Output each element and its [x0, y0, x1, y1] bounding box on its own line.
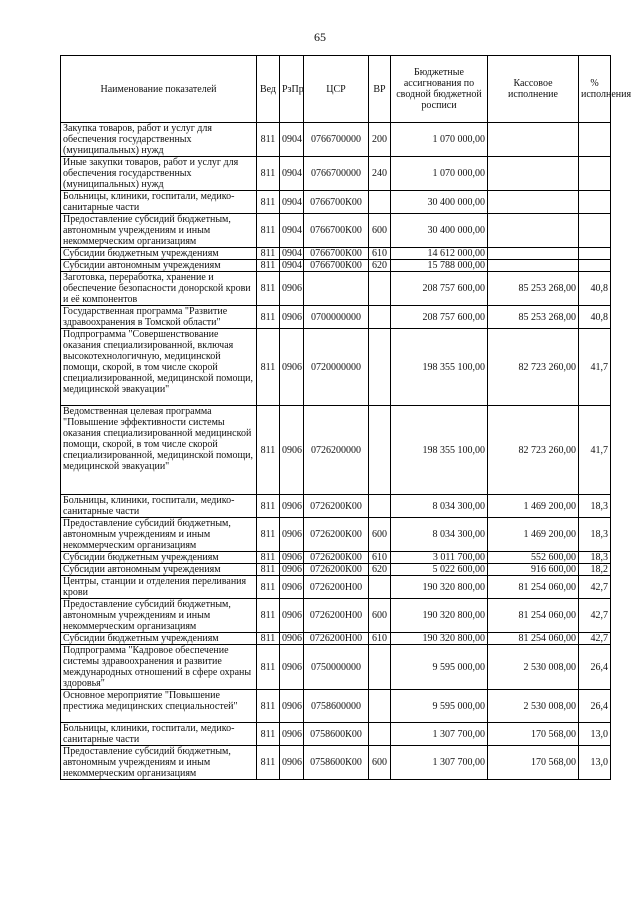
- cell-name: Основное мероприятие "Повышение престижа медицинских специальностей": [61, 690, 257, 723]
- cell-name: Иные закупки товаров, работ и услуг для обеспечения государственных (муниципальных) нужд: [61, 157, 257, 191]
- cell-vr: 620: [369, 260, 391, 272]
- cell-vr: 600: [369, 214, 391, 248]
- cell-cash: 2 530 008,00: [488, 690, 579, 723]
- cell-name: Подпрограмма "Совершенствование оказания специализированной, включая высокотехнологичную, медицинской помощи, скорой, в том числе скорой специализированной, медицинской помощи, медицинской эвакуации": [61, 329, 257, 406]
- cell-csr: 0720000000: [304, 329, 369, 406]
- cell-name: Предоставление субсидий бюджетным, автономным учреждениям и иным некоммерческим организациям: [61, 746, 257, 780]
- cell-name: Больницы, клиники, госпитали, медико-санитарные части: [61, 495, 257, 518]
- cell-rzpr: 0906: [280, 329, 304, 406]
- cell-rzpr: 0906: [280, 599, 304, 633]
- table-row: [61, 306, 611, 329]
- cell-rzpr: 0906: [280, 306, 304, 329]
- cell-rzpr: 0904: [280, 191, 304, 214]
- cell-vr: [369, 723, 391, 746]
- cell-cash: 170 568,00: [488, 746, 579, 780]
- cell-vr: [369, 306, 391, 329]
- header-cash: Кассовое исполнение: [488, 56, 579, 123]
- cell-ved: 811: [257, 123, 280, 157]
- cell-assigned: 198 355 100,00: [391, 329, 488, 406]
- cell-vr: 620: [369, 564, 391, 576]
- cell-cash: 81 254 060,00: [488, 633, 579, 645]
- cell-rzpr: 0904: [280, 214, 304, 248]
- cell-rzpr: 0906: [280, 406, 304, 495]
- cell-csr: 0766700К00: [304, 260, 369, 272]
- cell-assigned: 3 011 700,00: [391, 552, 488, 564]
- cell-name: Закупка товаров, работ и услуг для обеспечения государственных (муниципальных) нужд: [61, 123, 257, 157]
- cell-vr: 610: [369, 633, 391, 645]
- cell-name: Субсидии автономным учреждениям: [61, 564, 257, 576]
- cell-assigned: 190 320 800,00: [391, 576, 488, 599]
- cell-pct: 18,3: [579, 518, 611, 552]
- cell-csr: 0726200Н00: [304, 576, 369, 599]
- cell-vr: 600: [369, 746, 391, 780]
- cell-ved: 811: [257, 746, 280, 780]
- cell-ved: 811: [257, 518, 280, 552]
- table-row: [61, 272, 611, 306]
- cell-csr: 0726200Н00: [304, 599, 369, 633]
- cell-assigned: 14 612 000,00: [391, 248, 488, 260]
- table-header-row: [61, 56, 611, 123]
- cell-ved: 811: [257, 406, 280, 495]
- cell-name: Государственная программа "Развитие здравоохранения в Томской области": [61, 306, 257, 329]
- cell-assigned: 30 400 000,00: [391, 214, 488, 248]
- cell-name: Центры, станции и отделения переливания крови: [61, 576, 257, 599]
- header-assigned: Бюджетные ассигнования по сводной бюджетной росписи: [391, 56, 488, 123]
- cell-assigned: 1 307 700,00: [391, 746, 488, 780]
- cell-vr: 600: [369, 599, 391, 633]
- cell-pct: 42,7: [579, 633, 611, 645]
- cell-csr: 0766700К00: [304, 248, 369, 260]
- cell-cash: [488, 260, 579, 272]
- cell-vr: [369, 690, 391, 723]
- cell-pct: [579, 260, 611, 272]
- cell-vr: 610: [369, 248, 391, 260]
- cell-cash: [488, 191, 579, 214]
- cell-ved: 811: [257, 633, 280, 645]
- cell-cash: 81 254 060,00: [488, 576, 579, 599]
- cell-csr: 0726200К00: [304, 495, 369, 518]
- cell-cash: 1 469 200,00: [488, 495, 579, 518]
- table-row: [61, 260, 611, 272]
- cell-assigned: 1 070 000,00: [391, 123, 488, 157]
- cell-name: Субсидии автономным учреждениям: [61, 260, 257, 272]
- cell-name: Субсидии бюджетным учреждениям: [61, 552, 257, 564]
- cell-csr: [304, 272, 369, 306]
- cell-vr: [369, 645, 391, 690]
- cell-rzpr: 0906: [280, 633, 304, 645]
- cell-pct: [579, 123, 611, 157]
- cell-ved: 811: [257, 495, 280, 518]
- cell-csr: 0726200К00: [304, 552, 369, 564]
- cell-ved: 811: [257, 157, 280, 191]
- cell-vr: 610: [369, 552, 391, 564]
- cell-ved: 811: [257, 723, 280, 746]
- cell-vr: [369, 495, 391, 518]
- cell-cash: 82 723 260,00: [488, 406, 579, 495]
- cell-cash: 85 253 268,00: [488, 306, 579, 329]
- cell-name: Предоставление субсидий бюджетным, автономным учреждениям и иным некоммерческим организациям: [61, 518, 257, 552]
- cell-pct: 26,4: [579, 690, 611, 723]
- cell-rzpr: 0906: [280, 564, 304, 576]
- table-row: [61, 329, 611, 406]
- cell-ved: 811: [257, 272, 280, 306]
- cell-vr: [369, 191, 391, 214]
- cell-cash: 1 469 200,00: [488, 518, 579, 552]
- cell-ved: 811: [257, 329, 280, 406]
- cell-pct: 13,0: [579, 723, 611, 746]
- cell-name: Ведомственная целевая программа "Повышение эффективности системы оказания специализированной медицинской помощи, скорой, в том числе скорой специализированной, медицинской помощи, медицинской эвакуации": [61, 406, 257, 495]
- cell-rzpr: 0904: [280, 260, 304, 272]
- cell-rzpr: 0904: [280, 248, 304, 260]
- table-body: [61, 123, 611, 780]
- header-pct: % исполнения: [579, 56, 611, 123]
- table-row: [61, 518, 611, 552]
- cell-assigned: 190 320 800,00: [391, 599, 488, 633]
- cell-assigned: 208 757 600,00: [391, 272, 488, 306]
- table-row: [61, 495, 611, 518]
- cell-pct: 41,7: [579, 406, 611, 495]
- cell-rzpr: 0906: [280, 645, 304, 690]
- cell-pct: 42,7: [579, 576, 611, 599]
- cell-assigned: 5 022 600,00: [391, 564, 488, 576]
- cell-ved: 811: [257, 260, 280, 272]
- cell-assigned: 9 595 000,00: [391, 690, 488, 723]
- cell-ved: 811: [257, 214, 280, 248]
- cell-pct: 26,4: [579, 645, 611, 690]
- cell-cash: 82 723 260,00: [488, 329, 579, 406]
- cell-cash: 81 254 060,00: [488, 599, 579, 633]
- cell-pct: 40,8: [579, 272, 611, 306]
- header-rzpr: РзПр: [280, 56, 304, 123]
- cell-pct: 42,7: [579, 599, 611, 633]
- cell-csr: 0726200Н00: [304, 633, 369, 645]
- cell-rzpr: 0906: [280, 690, 304, 723]
- cell-cash: [488, 248, 579, 260]
- cell-ved: 811: [257, 599, 280, 633]
- cell-rzpr: 0906: [280, 495, 304, 518]
- cell-csr: 0726200К00: [304, 564, 369, 576]
- table-row: [61, 576, 611, 599]
- cell-vr: [369, 406, 391, 495]
- table-row: [61, 248, 611, 260]
- header-name: Наименование показателей: [61, 56, 257, 123]
- cell-rzpr: 0906: [280, 576, 304, 599]
- cell-cash: 916 600,00: [488, 564, 579, 576]
- cell-assigned: 1 070 000,00: [391, 157, 488, 191]
- cell-vr: [369, 576, 391, 599]
- cell-csr: 0766700К00: [304, 191, 369, 214]
- cell-pct: [579, 157, 611, 191]
- budget-table: [60, 55, 632, 780]
- table-row: [61, 123, 611, 157]
- cell-assigned: 30 400 000,00: [391, 191, 488, 214]
- cell-rzpr: 0904: [280, 123, 304, 157]
- table-row: [61, 564, 611, 576]
- table-row: [61, 214, 611, 248]
- cell-assigned: 208 757 600,00: [391, 306, 488, 329]
- cell-assigned: 8 034 300,00: [391, 518, 488, 552]
- cell-rzpr: 0906: [280, 552, 304, 564]
- cell-name: Предоставление субсидий бюджетным, автономным учреждениям и иным некоммерческим организациям: [61, 599, 257, 633]
- cell-cash: 85 253 268,00: [488, 272, 579, 306]
- cell-cash: 170 568,00: [488, 723, 579, 746]
- cell-assigned: 8 034 300,00: [391, 495, 488, 518]
- cell-pct: [579, 248, 611, 260]
- cell-ved: 811: [257, 576, 280, 599]
- cell-cash: 552 600,00: [488, 552, 579, 564]
- cell-name: Субсидии бюджетным учреждениям: [61, 633, 257, 645]
- cell-csr: 0758600К00: [304, 746, 369, 780]
- table-row: [61, 157, 611, 191]
- cell-vr: [369, 329, 391, 406]
- table-row: [61, 690, 611, 723]
- cell-name: Заготовка, переработка, хранение и обеспечение безопасности донорской крови и её компонентов: [61, 272, 257, 306]
- table-row: [61, 191, 611, 214]
- cell-ved: 811: [257, 191, 280, 214]
- cell-cash: [488, 214, 579, 248]
- cell-pct: 18,3: [579, 495, 611, 518]
- cell-rzpr: 0906: [280, 272, 304, 306]
- cell-name: Подпрограмма "Кадровое обеспечение системы здравоохранения и развитие международных отношений в сфере охраны здоровья": [61, 645, 257, 690]
- table-row: [61, 633, 611, 645]
- cell-ved: 811: [257, 564, 280, 576]
- cell-ved: 811: [257, 690, 280, 723]
- cell-pct: 18,2: [579, 564, 611, 576]
- cell-pct: [579, 191, 611, 214]
- cell-rzpr: 0906: [280, 746, 304, 780]
- cell-csr: 0758600000: [304, 690, 369, 723]
- cell-assigned: 9 595 000,00: [391, 645, 488, 690]
- cell-assigned: 15 788 000,00: [391, 260, 488, 272]
- cell-rzpr: 0904: [280, 157, 304, 191]
- cell-cash: 2 530 008,00: [488, 645, 579, 690]
- cell-pct: [579, 214, 611, 248]
- table-row: [61, 552, 611, 564]
- cell-vr: 240: [369, 157, 391, 191]
- cell-csr: 0766700К00: [304, 214, 369, 248]
- header-csr: ЦСР: [304, 56, 369, 123]
- header-ved: Вед: [257, 56, 280, 123]
- cell-pct: 18,3: [579, 552, 611, 564]
- cell-csr: 0766700000: [304, 157, 369, 191]
- cell-ved: 811: [257, 248, 280, 260]
- cell-ved: 811: [257, 552, 280, 564]
- cell-assigned: 198 355 100,00: [391, 406, 488, 495]
- cell-name: Больницы, клиники, госпитали, медико-санитарные части: [61, 723, 257, 746]
- cell-vr: [369, 272, 391, 306]
- cell-assigned: 1 307 700,00: [391, 723, 488, 746]
- cell-pct: 40,8: [579, 306, 611, 329]
- cell-cash: [488, 123, 579, 157]
- cell-rzpr: 0906: [280, 723, 304, 746]
- cell-name: Больницы, клиники, госпитали, медико-санитарные части: [61, 191, 257, 214]
- cell-assigned: 190 320 800,00: [391, 633, 488, 645]
- table-row: [61, 599, 611, 633]
- table-row: [61, 746, 611, 780]
- page-number: 65: [314, 30, 326, 44]
- cell-vr: 200: [369, 123, 391, 157]
- cell-pct: 41,7: [579, 329, 611, 406]
- cell-ved: 811: [257, 645, 280, 690]
- cell-csr: 0758600К00: [304, 723, 369, 746]
- cell-name: Субсидии бюджетным учреждениям: [61, 248, 257, 260]
- cell-name: Предоставление субсидий бюджетным, автономным учреждениям и иным некоммерческим организациям: [61, 214, 257, 248]
- cell-cash: [488, 157, 579, 191]
- table-row: [61, 723, 611, 746]
- cell-pct: 13,0: [579, 746, 611, 780]
- cell-csr: 0700000000: [304, 306, 369, 329]
- table-row: [61, 406, 611, 495]
- table-row: [61, 645, 611, 690]
- cell-csr: 0750000000: [304, 645, 369, 690]
- cell-rzpr: 0906: [280, 518, 304, 552]
- cell-vr: 600: [369, 518, 391, 552]
- cell-csr: 0726200К00: [304, 518, 369, 552]
- cell-csr: 0726200000: [304, 406, 369, 495]
- cell-ved: 811: [257, 306, 280, 329]
- header-vr: ВР: [369, 56, 391, 123]
- cell-csr: 0766700000: [304, 123, 369, 157]
